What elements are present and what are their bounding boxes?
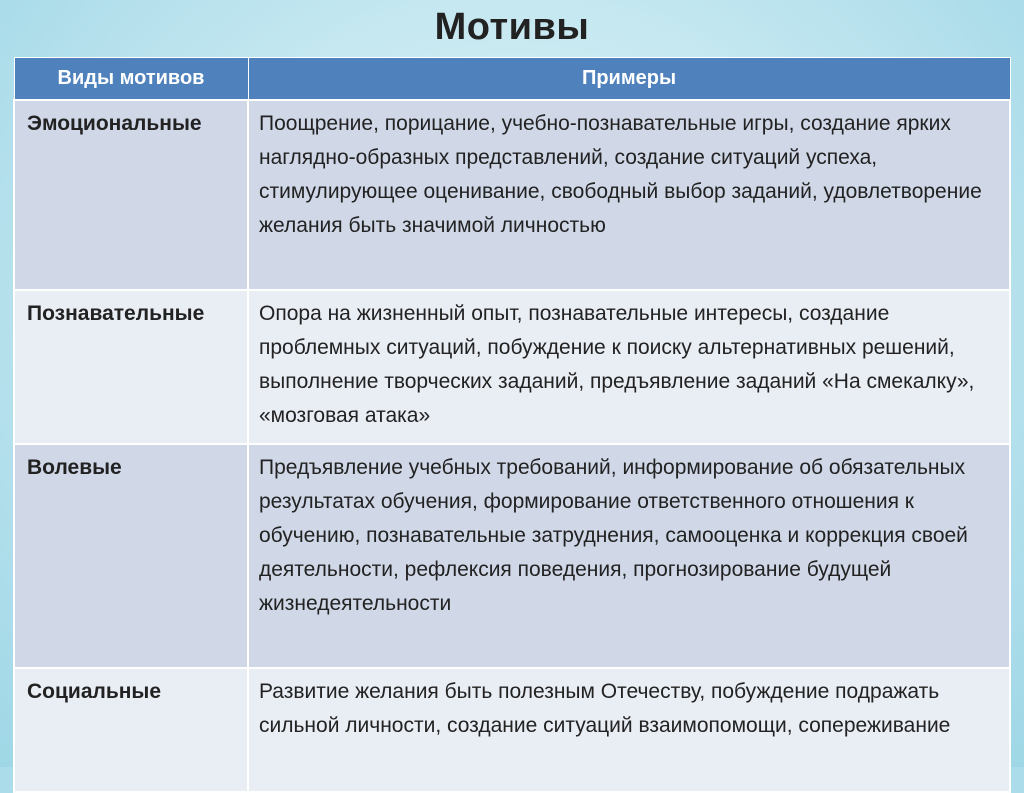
motive-kind-cell: Познавательные bbox=[14, 290, 248, 444]
table-header-row bbox=[14, 58, 1010, 101]
table-row bbox=[14, 100, 1010, 290]
motive-examples-cell: Предъявление учебных требований, информирование об обязательных результатах обучения, формирование ответственного отношения к обучению, познавательные затруднения, самооценка и коррекция своей деятельности, рефлексия поведения, прогнозирование будущей жизнедеятельности bbox=[248, 444, 1010, 668]
motive-kind-cell: Волевые bbox=[14, 444, 248, 668]
table-row bbox=[14, 668, 1010, 792]
header-examples: Примеры bbox=[248, 58, 1010, 101]
header-kinds: Виды мотивов bbox=[14, 58, 248, 101]
motive-examples-cell: Опора на жизненный опыт, познавательные интересы, создание проблемных ситуаций, побуждение к поиску альтернативных решений, выполнение творческих заданий, предъявление заданий «На смекалку», «мозговая атака» bbox=[248, 290, 1010, 444]
table-row bbox=[14, 444, 1010, 668]
motive-kind-cell: Социальные bbox=[14, 668, 248, 792]
motive-examples-cell: Поощрение, порицание, учебно-познавательные игры, создание ярких наглядно-образных представлений, создание ситуаций успеха, стимулирующее оценивание, свободный выбор заданий, удовлетворение желания быть значимой личностью bbox=[248, 100, 1010, 290]
table-row bbox=[14, 290, 1010, 444]
motive-kind-cell: Эмоциональные bbox=[14, 100, 248, 290]
motive-examples-cell: Развитие желания быть полезным Отечеству, побуждение подражать сильной личности, создание ситуаций взаимопомощи, сопереживание bbox=[248, 668, 1010, 792]
motives-table bbox=[13, 57, 1011, 793]
page-title: Мотивы bbox=[434, 6, 590, 48]
